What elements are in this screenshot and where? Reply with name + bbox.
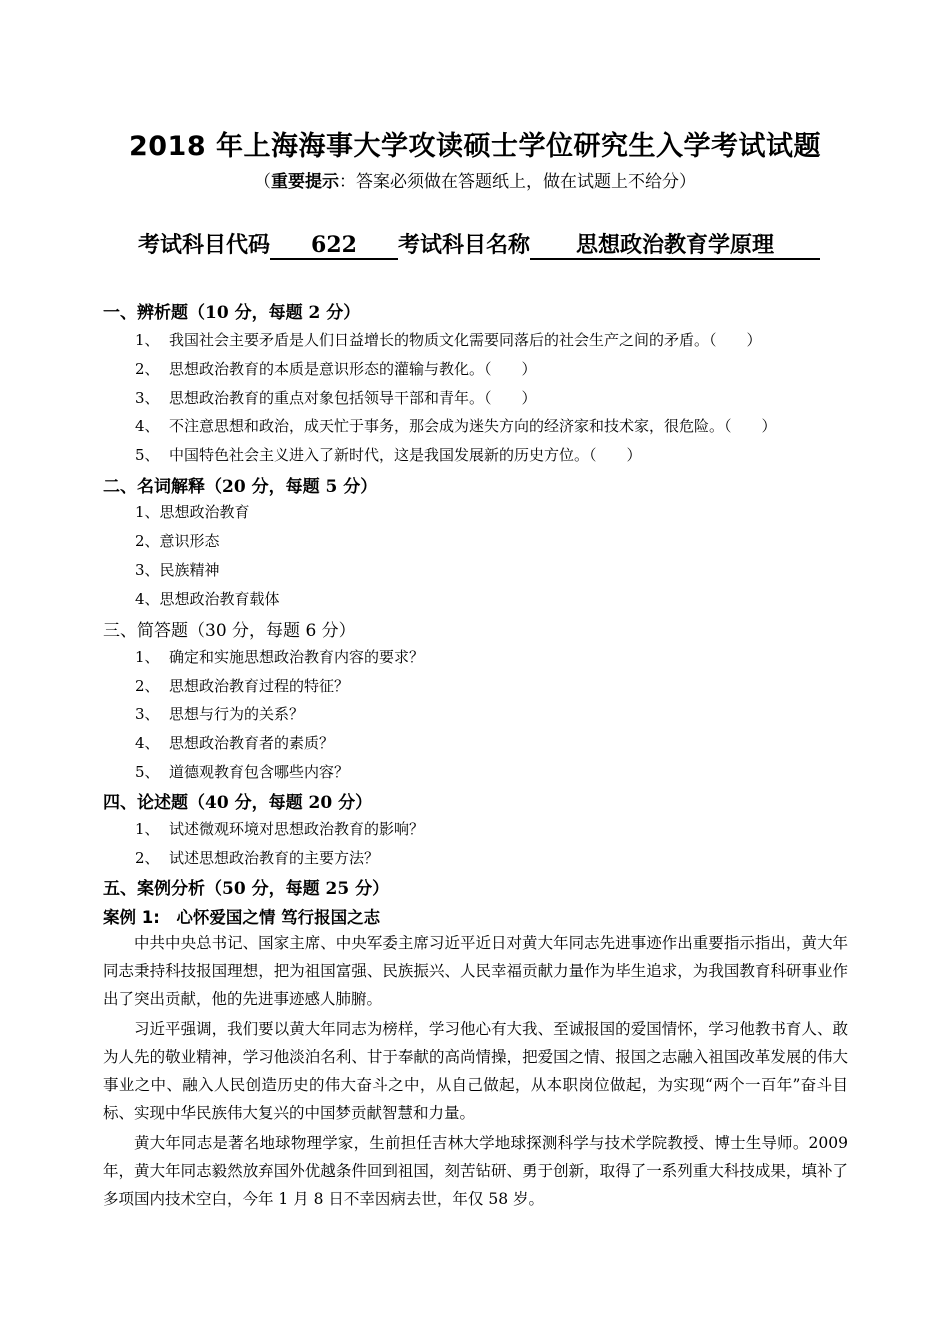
section-heading-5: 五、案例分析（50 分，每题 25 分）: [103, 879, 390, 899]
notice-bold-label: 重要提示: [271, 172, 339, 192]
question-number: 2、: [135, 849, 160, 867]
question-item: [135, 646, 424, 667]
question-number: 2、: [135, 677, 160, 695]
question-text: 思想政治教育者的素质？: [169, 734, 335, 752]
term-text: 思想政治教育: [159, 503, 250, 521]
term-text: 民族精神: [159, 561, 220, 579]
question-item: [135, 675, 349, 696]
question-number: 3、: [135, 705, 160, 723]
question-number: 1、: [135, 820, 160, 838]
case-paragraph-1: 中共中央总书记、国家主席、中央军委主席习近平近日对黄大年同志先进事迹作出重要指示指出，黄大年同志秉持科技报国理想，把为祖国富强、民族振兴、人民幸福贡献力量作为毕生追求，为我国教育科研事业作出了突出贡献，他的先进事迹感人肺腑。: [103, 934, 848, 1008]
term-item: [135, 501, 250, 522]
subject-code-value: 622: [270, 232, 398, 260]
question-text: 思想政治教育过程的特征？: [169, 677, 350, 695]
question-item: [135, 732, 334, 753]
question-text: 试述思想政治教育的主要方法？: [169, 849, 380, 867]
term-number: 3、: [135, 561, 160, 579]
subject-name-label: 考试科目名称: [398, 232, 531, 258]
question-text: 思想政治教育的本质是意识形态的灌输与教化。（ ）: [169, 360, 537, 378]
question-text: 我国社会主要矛盾是人们日益增长的物质文化需要同落后的社会生产之间的矛盾。（ ）: [169, 331, 762, 349]
question-text: 不注意思想和政治，成天忙于事务，那会成为迷失方向的经济家和技术家，很危险。（ ）: [169, 417, 777, 435]
question-number: 4、: [135, 734, 160, 752]
term-text: 思想政治教育载体: [159, 590, 280, 608]
question-item: [135, 329, 762, 350]
question-text: 中国特色社会主义进入了新时代，这是我国发展新的历史方位。（ ）: [169, 446, 642, 464]
term-number: 1、: [135, 503, 160, 521]
term-item: [135, 559, 220, 580]
section-heading-3: 三、简答题（30 分，每题 6 分）: [103, 621, 356, 641]
term-item: [135, 530, 220, 551]
question-item: [135, 358, 537, 379]
question-text: 道德观教育包含哪些内容？: [169, 763, 350, 781]
question-item: [135, 444, 642, 465]
subject-code-label: 考试科目代码: [138, 232, 271, 258]
question-text: 思想政治教育的重点对象包括领导干部和青年。（ ）: [169, 389, 537, 407]
case-paragraph-3: 黄大年同志是著名地球物理学家，生前担任吉林大学地球探测科学与技术学院教授、博士生导师。2009 年，黄大年同志毅然放弃国外优越条件回到祖国，刻苦钻研、勇于创新，取得了一系列重大科技成果，填补了多项国内技术空白，今年 1 月 8 日不幸因病去世，年仅 58 岁。: [103, 1134, 848, 1208]
question-number: 5、: [135, 446, 160, 464]
term-text: 意识形态: [159, 532, 220, 550]
subject-line: [138, 228, 820, 260]
notice-open: （: [254, 172, 271, 192]
question-text: 确定和实施思想政治教育内容的要求？: [169, 648, 425, 666]
question-item: [135, 703, 304, 724]
question-item: [135, 415, 777, 436]
question-number: 1、: [135, 648, 160, 666]
question-item: [135, 761, 349, 782]
question-number: 2、: [135, 360, 160, 378]
question-number: 5、: [135, 763, 160, 781]
question-text: 试述微观环境对思想政治教育的影响？: [169, 820, 425, 838]
exam-title: 2018 年上海海事大学攻读硕士学位研究生入学考试试题: [128, 131, 822, 162]
question-number: 3、: [135, 389, 160, 407]
term-number: 4、: [135, 590, 160, 608]
question-item: [135, 387, 537, 408]
case-paragraph-2: 习近平强调，我们要以黄大年同志为榜样，学习他心有大我、至诚报国的爱国情怀，学习他教书育人、敢为人先的敬业精神，学习他淡泊名利、甘于奉献的高尚情操，把爱国之情、报国之志融入祖国改革发展的伟大事业之中、融入人民创造历史的伟大奋斗之中，从自己做起，从本职岗位做起，为实现“两个一百年”奋斗目标、实现中华民族伟大复兴的中国梦贡献智慧和力量。: [103, 1020, 848, 1122]
question-number: 1、: [135, 331, 160, 349]
term-number: 2、: [135, 532, 160, 550]
section-heading-4: 四、论述题（40 分，每题 20 分）: [103, 793, 373, 813]
important-notice: [0, 167, 950, 192]
question-number: 4、: [135, 417, 160, 435]
question-item: [135, 818, 424, 839]
section-heading-2: 二、名词解释（20 分，每题 5 分）: [103, 477, 378, 497]
subject-name-value: 思想政治教育学原理: [530, 232, 820, 260]
section-heading-1: 一、辨析题（10 分，每题 2 分）: [103, 303, 361, 323]
notice-text: ：答案必须做在答题纸上，做在试题上不给分）: [339, 172, 696, 192]
question-item: [135, 847, 379, 868]
case-1-title: 案例 1: 心怀爱国之情 笃行报国之志: [103, 908, 381, 927]
question-text: 思想与行为的关系？: [169, 705, 305, 723]
term-item: [135, 588, 280, 609]
